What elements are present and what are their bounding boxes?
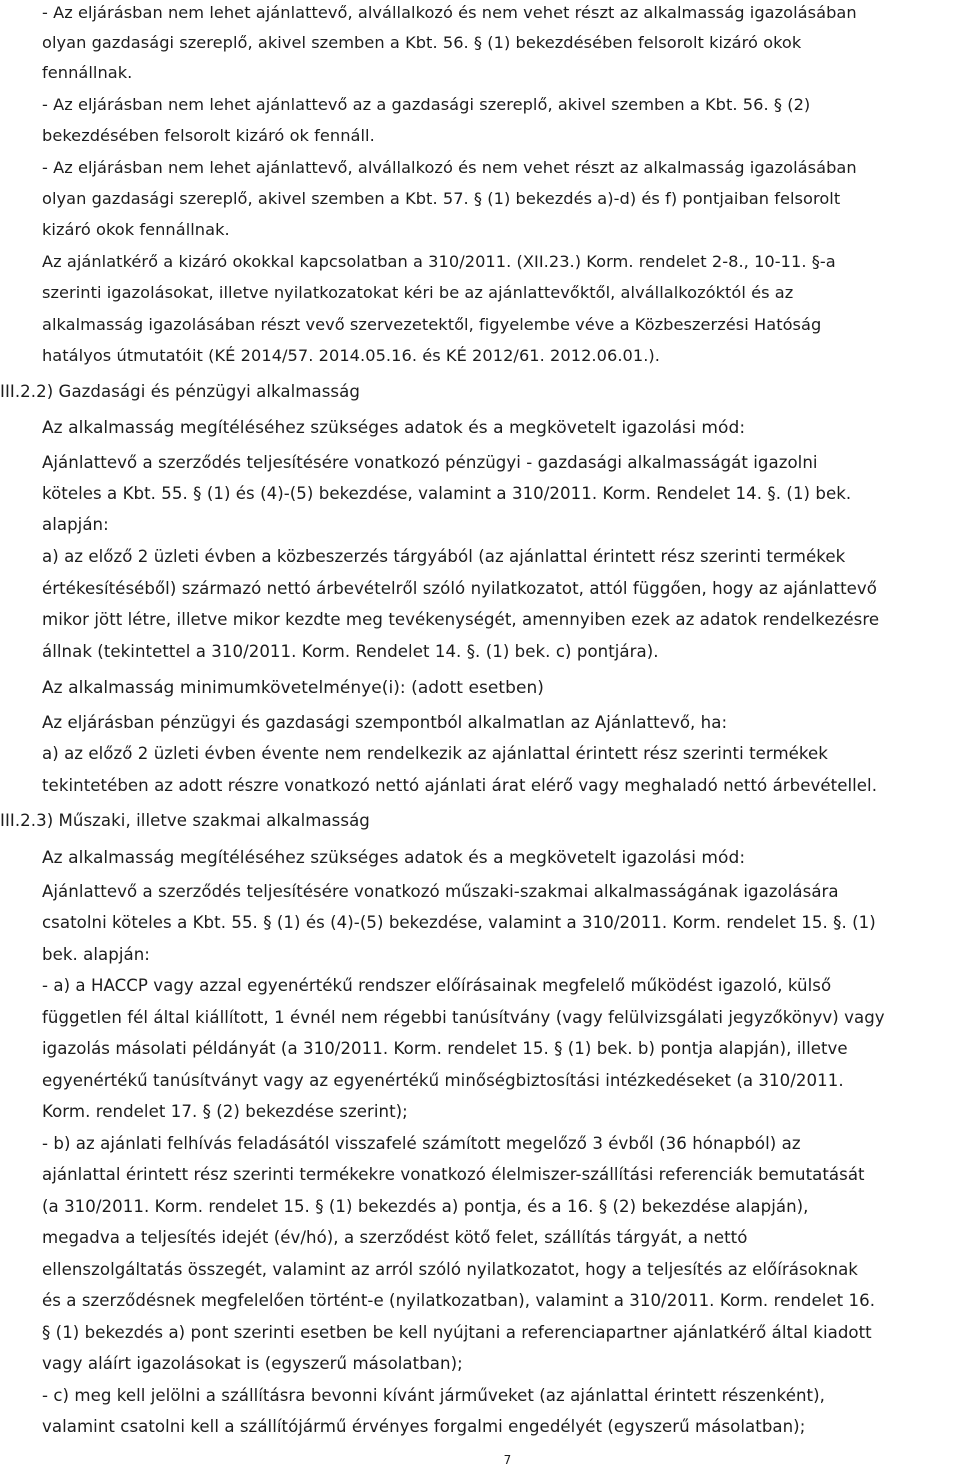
text-line: igazolás másolati példányát (a 310/2011. Korm. rendelet 15. § (1) bek. b) pontja alapján), illetve xyxy=(42,1039,848,1058)
field-label: Az alkalmasság megítéléséhez szükséges adatok és a megkövetelt igazolási mód: xyxy=(42,418,746,438)
text-line: bekezdésében felsorolt kizáró ok fennáll. xyxy=(42,126,375,145)
text-line: állnak (tekintettel a 310/2011. Korm. Rendelet 14. §. (1) bek. c) pontjára). xyxy=(42,642,659,661)
text-line: mikor jött létre, illetve mikor kezdte meg tevékenységét, amennyiben ezek az adatok rendelkezésre xyxy=(42,610,880,629)
text-line: ellenszolgáltatás összegét, valamint az arról szóló nyilatkozatot, hogy a teljesítés az előírásoknak xyxy=(42,1260,858,1279)
text-line: alkalmasság igazolásában részt vevő szervezetektől, figyelembe véve a Közbeszerzési Hatóság xyxy=(42,315,822,334)
text-line: alapján: xyxy=(42,515,109,534)
text-line: szerinti igazolásokat, illetve nyilatkozatokat kéri be az ajánlattevőktől, alvállalkozóktól és az xyxy=(42,283,794,302)
section-heading: III.2.2) Gazdasági és pénzügyi alkalmasság xyxy=(0,382,360,401)
text-line: olyan gazdasági szereplő, akivel szemben a Kbt. 57. § (1) bekezdés a)-d) és f) pontjaiban felsorolt xyxy=(42,189,841,208)
text-line: Az eljárásban pénzügyi és gazdasági szempontból alkalmatlan az Ajánlattevő, ha: xyxy=(42,713,728,732)
section-heading: III.2.3) Műszaki, illetve szakmai alkalmasság xyxy=(0,811,370,830)
page-number: 7 xyxy=(503,1453,512,1467)
text-line: - Az eljárásban nem lehet ajánlattevő az a gazdasági szereplő, akivel szemben a Kbt. 56. § (2) xyxy=(42,95,811,114)
text-line: Az ajánlatkérő a kizáró okokkal kapcsolatban a 310/2011. (XII.23.) Korm. rendelet 2-8., 10-11. §-a xyxy=(42,252,836,271)
text-line: - Az eljárásban nem lehet ajánlattevő, alvállalkozó és nem vehet részt az alkalmasság igazolásában xyxy=(42,158,857,177)
text-line: köteles a Kbt. 55. § (1) és (4)-(5) bekezdése, valamint a 310/2011. Korm. Rendelet 14. §. (1) bek. xyxy=(42,484,852,503)
field-label: Az alkalmasság megítéléséhez szükséges adatok és a megkövetelt igazolási mód: xyxy=(42,848,746,868)
text-line: kizáró okok fennállnak. xyxy=(42,220,230,239)
text-line: - c) meg kell jelölni a szállításra bevonni kívánt járműveket (az ajánlattal érintett részenként), xyxy=(42,1386,825,1405)
text-line: (a 310/2011. Korm. rendelet 15. § (1) bekezdés a) pontja, és a 16. § (2) bekezdése alapján), xyxy=(42,1197,809,1216)
text-line: § (1) bekezdés a) pont szerinti esetben be kell nyújtani a referenciapartner ajánlatkérő által kiadott xyxy=(42,1323,872,1342)
text-line: Korm. rendelet 17. § (2) bekezdése szerint); xyxy=(42,1102,408,1121)
text-line: független fél által kiállított, 1 évnél nem régebbi tanúsítvány (vagy felülvizsgálati jegyzőkönyv) vagy xyxy=(42,1008,885,1027)
text-line: valamint csatolni kell a szállítójármű érvényes forgalmi engedélyét (egyszerű másolatban); xyxy=(42,1417,806,1436)
text-line: Ajánlattevő a szerződés teljesítésére vonatkozó műszaki-szakmai alkalmasságának igazolására xyxy=(42,882,839,901)
text-line: értékesítéséből) származó nettó árbevételről szóló nyilatkozatot, attól függően, hogy az ajánlattevő xyxy=(42,579,877,598)
text-line: megadva a teljesítés idejét (év/hó), a szerződést kötő felet, szállítás tárgyát, a nettó xyxy=(42,1228,748,1247)
text-line: olyan gazdasági szereplő, akivel szemben a Kbt. 56. § (1) bekezdésében felsorolt kizáró okok xyxy=(42,33,802,52)
text-line: hatályos útmutatóit (KÉ 2014/57. 2014.05.16. és KÉ 2012/61. 2012.06.01.). xyxy=(42,346,660,365)
text-line: tekintetében az adott részre vonatkozó nettó ajánlati árat elérő vagy meghaladó nettó árbevétellel. xyxy=(42,776,878,795)
text-line: és a szerződésnek megfelelően történt-e (nyilatkozatban), valamint a 310/2011. Korm. rendelet 16. xyxy=(42,1291,876,1310)
text-line: bek. alapján: xyxy=(42,945,150,964)
text-line: - Az eljárásban nem lehet ajánlattevő, alvállalkozó és nem vehet részt az alkalmasság igazolásában xyxy=(42,3,857,22)
text-line: a) az előző 2 üzleti évben a közbeszerzés tárgyából (az ajánlattal érintett rész szerinti termékek xyxy=(42,547,846,566)
field-label: Az alkalmasság minimumkövetelménye(i): (adott esetben) xyxy=(42,678,544,698)
text-line: - a) a HACCP vagy azzal egyenértékű rendszer előírásainak megfelelő működést igazoló, külső xyxy=(42,976,832,995)
text-line: egyenértékű tanúsítványt vagy az egyenértékű minőségbiztosítási intézkedéseket (a 310/2011. xyxy=(42,1071,844,1090)
text-line: a) az előző 2 üzleti évben évente nem rendelkezik az ajánlattal érintett rész szerinti termékek xyxy=(42,744,828,763)
text-line: Ajánlattevő a szerződés teljesítésére vonatkozó pénzügyi - gazdasági alkalmasságát igazolni xyxy=(42,453,818,472)
text-line: - b) az ajánlati felhívás feladásától visszafelé számított megelőző 3 évből (36 hónapból) az xyxy=(42,1134,801,1153)
text-line: ajánlattal érintett rész szerinti termékekre vonatkozó élelmiszer-szállítási referenciák bemutatását xyxy=(42,1165,865,1184)
text-line: fennállnak. xyxy=(42,63,133,82)
text-line: vagy aláírt igazolásokat is (egyszerű másolatban); xyxy=(42,1354,463,1373)
text-line: csatolni köteles a Kbt. 55. § (1) és (4)-(5) bekezdése, valamint a 310/2011. Korm. rendelet 15. §. (1) xyxy=(42,913,876,932)
